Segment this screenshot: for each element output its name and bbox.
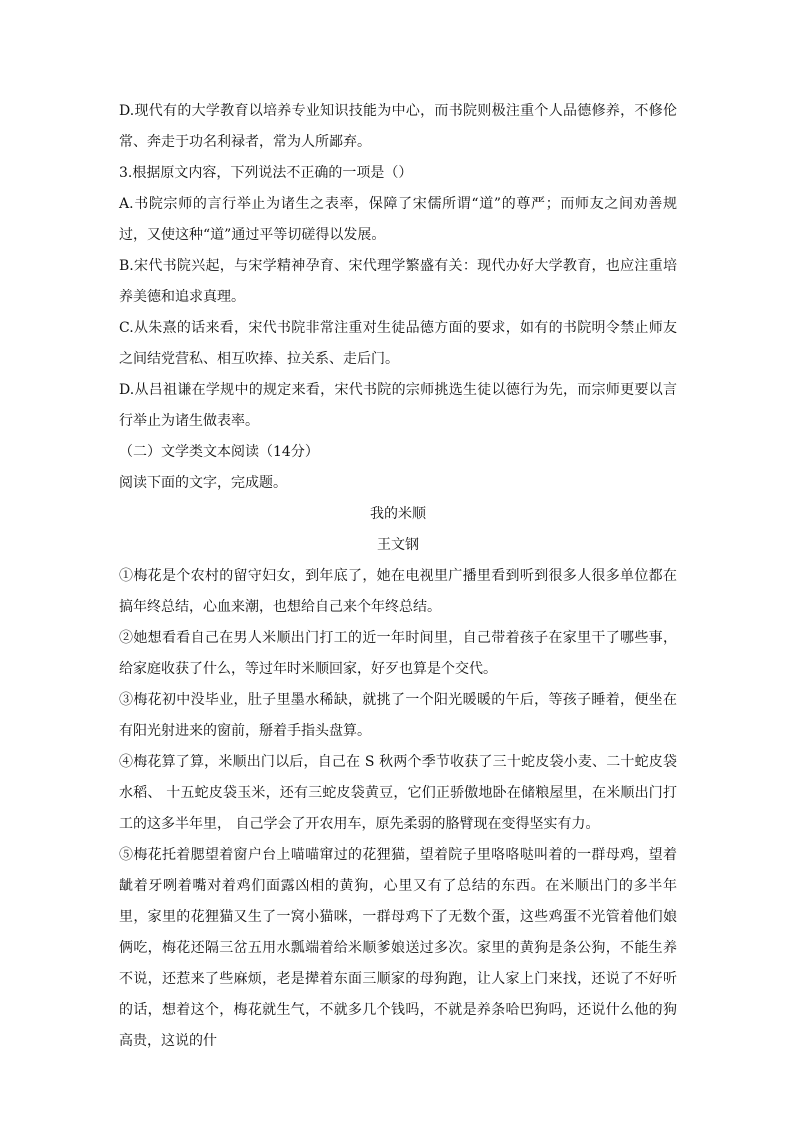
story-author: 王文钢 — [377, 537, 419, 553]
story-title: 我的米顺 — [370, 506, 426, 522]
section-heading: （二）文学类文本阅读（14分） — [119, 444, 319, 460]
option-a: A.书院宗师的言行举止为诸生之表率，保障了宋儒所谓“道”的尊严；而师友之间劝善规过，又使这种“道”通过平等切磋得以发展。 — [119, 196, 677, 243]
document-page — [119, 96, 677, 1057]
story-paragraph-4: ④梅花算了算，米顺出门以后，自己在 S 秋两个季节收获了三十蛇皮袋小麦、二十蛇皮袋水稻、 十五蛇皮袋玉米，还有三蛇皮袋黄豆，它们正骄傲地卧在储粮屋里，在米顺出门打工的这多半年里， 自己学会了开农用车，原先柔弱的胳臂现在变得坚实有力。 — [119, 754, 677, 832]
story-paragraph-2: ②她想看看自己在男人米顺出门打工的近一年时间里，自己带着孩子在家里干了哪些事，给家庭收获了什么，等过年时米顺回家，好歹也算是个交代。 — [119, 630, 677, 677]
question-3: 3.根据原文内容，下列说法不正确的一项是（） — [119, 165, 413, 181]
option-b: B.宋代书院兴起，与宋学精神孕育、宋代理学繁盛有关：现代办好大学教育，也应注重培养美德和追求真理。 — [119, 258, 677, 305]
option-d-previous: D.现代有的大学教育以培养专业知识技能为中心，而书院则极注重个人品德修养，不修伦常、奔走于功名利禄者，常为人所鄙弃。 — [119, 103, 677, 150]
story-paragraph-5: ⑤梅花托着腮望着窗户台上喵喵窜过的花狸猫，望着院子里咯咯哒叫着的一群母鸡，望着龇着牙咧着嘴对着鸡们面露凶相的黄狗，心里又有了总结的东西。在米顺出门的多半年里，家里的花狸猫又生了一窝小猫咪，一群母鸡下了无数个蛋，这些鸡蛋不光管着他们娘俩吃，梅花还隔三岔五用水瓢端着给米顺爹娘送过多次。家里的黄狗是条公狗，不能生养不说，还惹来了些麻烦，老是撵着东面三顺家的母狗跑，让人家上门来找，还说了不好听的话，想着这个，梅花就生气，不就多几个钱吗，不就是养条哈巴狗吗，还说什么他的狗高贵，这说的什 — [119, 847, 677, 1049]
story-paragraph-1: ①梅花是个农村的留守妇女，到年底了，她在电视里广播里看到听到很多人很多单位都在搞年终总结，心血来潮，也想给自己来个年终总结。 — [119, 568, 677, 615]
option-d: D.从吕祖谦在学规中的规定来看，宋代书院的宗师挑选生徒以德行为先，而宗师更要以言行举止为诸生做表率。 — [119, 382, 677, 429]
story-paragraph-3: ③梅花初中没毕业，肚子里墨水稀缺，就挑了一个阳光暖暖的午后，等孩子睡着，便坐在有阳光射进来的窗前，掰着手指头盘算。 — [119, 692, 677, 739]
reading-instruction: 阅读下面的文字，完成题。 — [119, 475, 287, 491]
option-c: C.从朱熹的话来看，宋代书院非常注重对生徒品德方面的要求，如有的书院明令禁止师友之间结党营私、相互吹捧、拉关系、走后门。 — [119, 320, 677, 367]
